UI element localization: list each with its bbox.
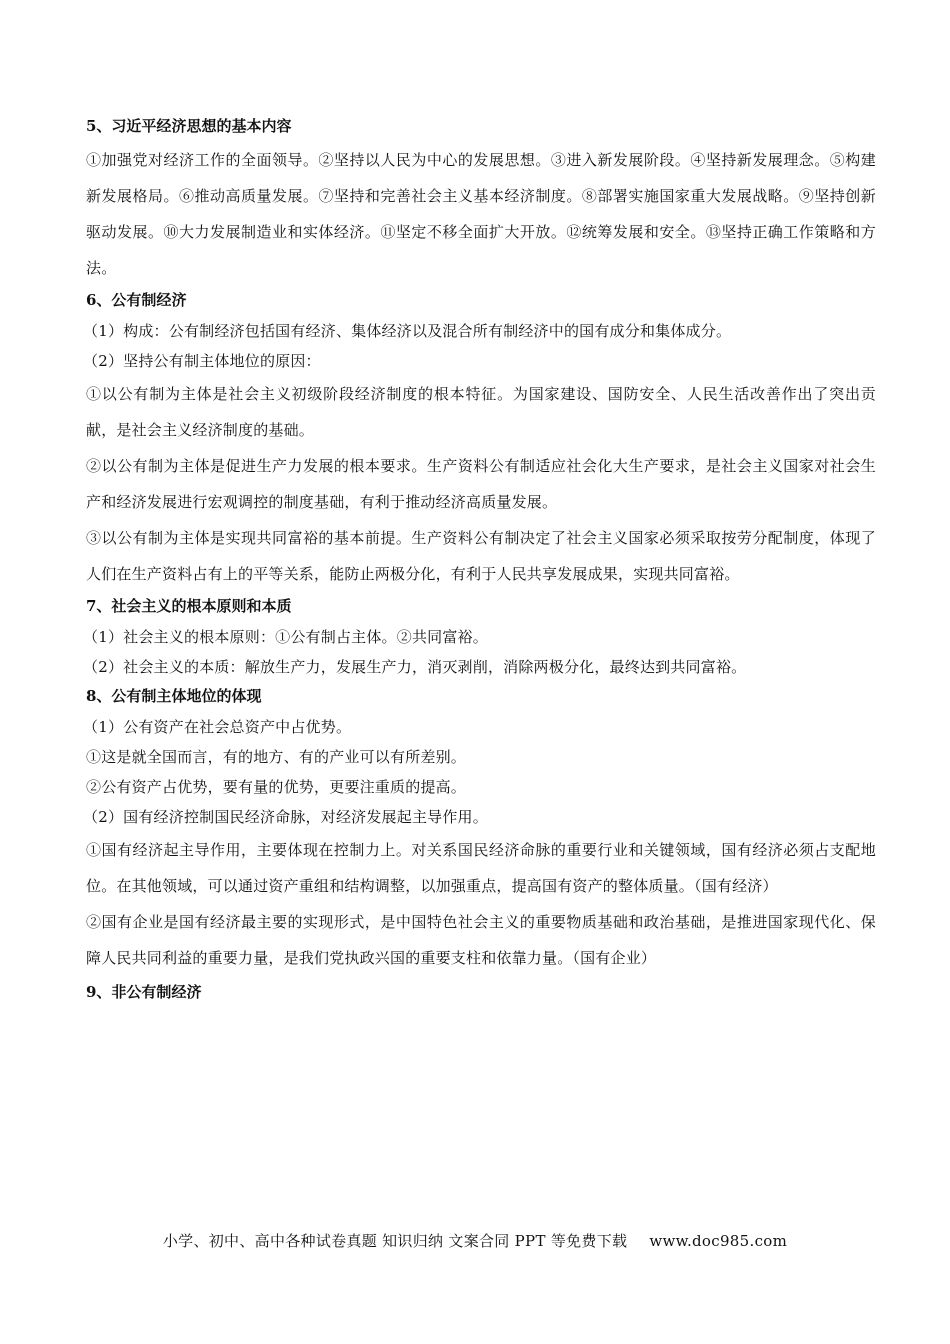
paragraph: （2）坚持公有制主体地位的原因：	[83, 352, 321, 370]
paragraph: ①国有经济起主导作用，主要体现在控制力上。对关系国民经济命脉的重要行业和关键领域，国有经济必须占支配地位。在其他领域，可以通过资产重组和结构调整，以加强重点，提高国有资产的整体质量。（国有经济）	[86, 841, 876, 895]
paragraph: ①加强党对经济工作的全面领导。②坚持以人民为中心的发展思想。③进入新发展阶段。④坚持新发展理念。⑤构建新发展格局。⑥推动高质量发展。⑦坚持和完善社会主义基本经济制度。⑧部署实施国家重大发展战略。⑨坚持创新驱动发展。⑩大力发展制造业和实体经济。⑪坚定不移全面扩大开放。⑫统筹发展和安全。⑬坚持正确工作策略和方法。	[86, 151, 876, 277]
footer-text: 小学、初中、高中各种试卷真题 知识归纳 文案合同 PPT 等免费下载	[162, 1232, 628, 1250]
section-heading: 5、习近平经济思想的基本内容	[86, 117, 292, 135]
paragraph: ②公有资产占优势，要有量的优势，更要注重质的提高。	[86, 778, 467, 796]
page-footer	[0, 1231, 950, 1251]
paragraph: （1）构成：公有制经济包括国有经济、集体经济以及混合所有制经济中的国有成分和集体成分。	[83, 322, 732, 340]
paragraph: ②以公有制为主体是促进生产力发展的根本要求。生产资料公有制适应社会化大生产要求，是社会主义国家对社会生产和经济发展进行宏观调控的制度基础，有利于推动经济高质量发展。	[86, 457, 876, 511]
section-heading: 7、社会主义的根本原则和本质	[86, 597, 292, 615]
paragraph: （2）国有经济控制国民经济命脉，对经济发展起主导作用。	[83, 808, 488, 826]
section-heading: 9、非公有制经济	[86, 983, 202, 1001]
paragraph: ②国有企业是国有经济最主要的实现形式，是中国特色社会主义的重要物质基础和政治基础，是推进国家现代化、保障人民共同利益的重要力量，是我们党执政兴国的重要支柱和依靠力量。（国有企业）	[86, 913, 876, 967]
paragraph: ①这是就全国而言，有的地方、有的产业可以有所差别。	[86, 748, 467, 766]
paragraph: ③以公有制为主体是实现共同富裕的基本前提。生产资料公有制决定了社会主义国家必须采取按劳分配制度，体现了人们在生产资料占有上的平等关系，能防止两极分化，有利于人民共享发展成果，实现共同富裕。	[86, 529, 876, 583]
paragraph: （1）社会主义的根本原则：①公有制占主体。②共同富裕。	[83, 628, 488, 646]
paragraph: （1）公有资产在社会总资产中占优势。	[83, 718, 352, 736]
section-heading: 8、公有制主体地位的体现	[86, 687, 262, 705]
section-heading: 6、公有制经济	[86, 291, 187, 309]
paragraph: ①以公有制为主体是社会主义初级阶段经济制度的根本特征。为国家建设、国防安全、人民生活改善作出了突出贡献，是社会主义经济制度的基础。	[86, 385, 876, 439]
paragraph: （2）社会主义的本质：解放生产力，发展生产力，消灭剥削，消除两极分化，最终达到共同富裕。	[83, 658, 747, 676]
document-body	[83, 110, 876, 1008]
footer-site-link[interactable]: www.doc985.com	[649, 1232, 788, 1250]
